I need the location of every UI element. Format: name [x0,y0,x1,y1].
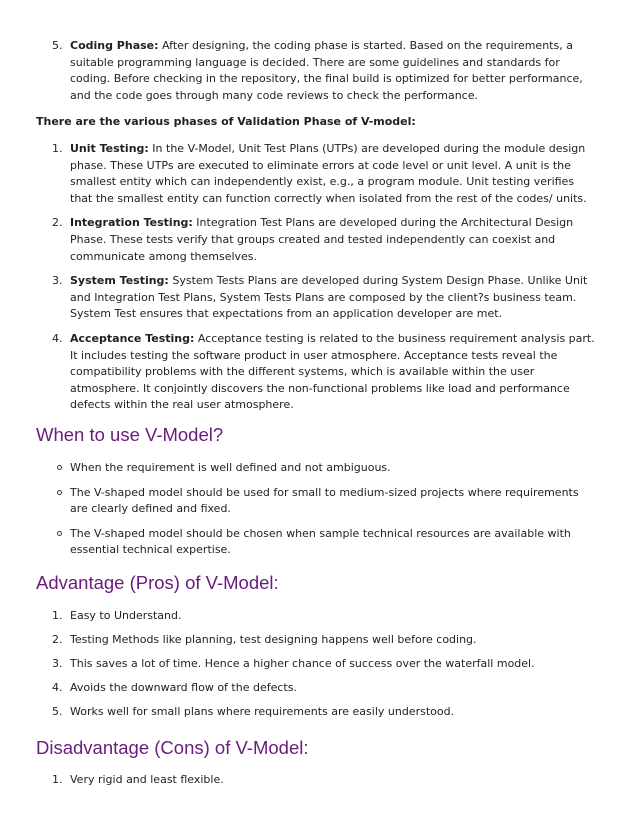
list-item [36,273,596,323]
item-text: This saves a lot of time. Hence a higher chance of success over the waterfall model. [70,657,535,671]
item-text: Integration Test Plans are developed during the Architectural Design Phase. These tests verify that groups created and tested independently can coexist and communicate among themselves. [70,216,574,263]
bullet-circle-icon [57,531,62,536]
list-number: 3. [52,274,63,288]
pros-list [36,608,596,721]
item-content [70,274,587,320]
list-number: 1. [52,773,63,786]
list-number: 3. [52,657,63,671]
list-item [36,656,596,673]
coding-phase-list [36,38,596,104]
list-item [36,608,596,625]
cons-list [36,772,596,789]
list-item [36,772,596,789]
item-text: Very rigid and least flexible. [70,773,224,786]
list-item [36,215,596,265]
pros-heading: Advantage (Pros) of V-Model: [36,572,279,593]
cons-heading: Disadvantage (Cons) of V-Model: [36,737,309,758]
item-text: When the requirement is well defined and not ambiguous. [70,461,391,474]
bullet-circle-icon [57,490,62,495]
when-list [36,460,596,559]
item-content [70,142,587,205]
item-text: Testing Methods like planning, test designing happens well before coding. [70,633,477,647]
item-text: Works well for small plans where requirements are easily understood. [70,705,455,719]
item-text: Acceptance testing is related to the business requirement analysis part. It includes testing the software product in user atmosphere. Acceptance tests reveal the compatibility problems with the different systems, which is available within the user atmosphere. It conjointly discovers the non-functional problems like load and performance defects within the real user atmosphere. [70,331,595,412]
bullet-circle-icon [57,465,62,470]
list-number: 4. [52,331,63,345]
item-text: The V-shaped model should be chosen when sample technical resources are available with essential technical expertise. [70,526,571,557]
validation-intro: There are the various phases of Validation Phase of V-model: [36,115,416,128]
list-number: 2. [52,216,63,230]
list-item [36,526,596,559]
item-content [70,332,595,411]
list-item [36,141,596,207]
item-text: After designing, the coding phase is started. Based on the requirements, a suitable programming language is decided. There are some guidelines and standards for coding. Before checking in the repository, the final build is optimized for better performance, and the code goes through many code reviews to check the performance. [70,39,583,102]
item-title: Coding Phase: [70,39,159,52]
item-text: System Tests Plans are developed during System Design Phase. Unlike Unit and Integration Test Plans, System Tests Plans are composed by the client?s business team. System Test ensures that expectations from an application developer are met. [70,274,588,321]
item-text: Avoids the downward flow of the defects. [70,681,297,695]
list-item [36,680,596,697]
list-item [36,331,596,414]
item-title: Unit Testing: [70,142,149,155]
when-heading: When to use V-Model? [36,424,224,445]
list-item [36,460,596,477]
list-item [36,485,596,518]
list-item [36,632,596,649]
validation-list [36,141,596,414]
list-number: 1. [52,609,63,622]
list-item [36,38,596,104]
list-number: 4. [52,681,63,695]
item-text: The V-shaped model should be used for small to medium-sized projects where requirements are clearly defined and fixed. [70,485,579,516]
list-number: 2. [52,633,63,647]
list-number: 5. [52,39,63,52]
item-title: System Testing: [70,274,169,288]
item-content [70,216,573,262]
item-text: In the V-Model, Unit Test Plans (UTPs) are developed during the module design phase. These UTPs are executed to eliminate errors at code level or unit level. A unit is the smallest entity which can independently exist, e.g., a program module. Unit testing verifies that the smallest entity can function correctly when isolated from the rest of the codes/ units. [70,142,587,205]
list-number: 1. [52,142,63,155]
item-title: Acceptance Testing: [70,331,195,345]
item-text: Easy to Understand. [70,609,182,622]
list-item [36,704,596,721]
item-content [70,39,583,102]
item-title: Integration Testing: [70,216,193,230]
list-number: 5. [52,705,63,719]
